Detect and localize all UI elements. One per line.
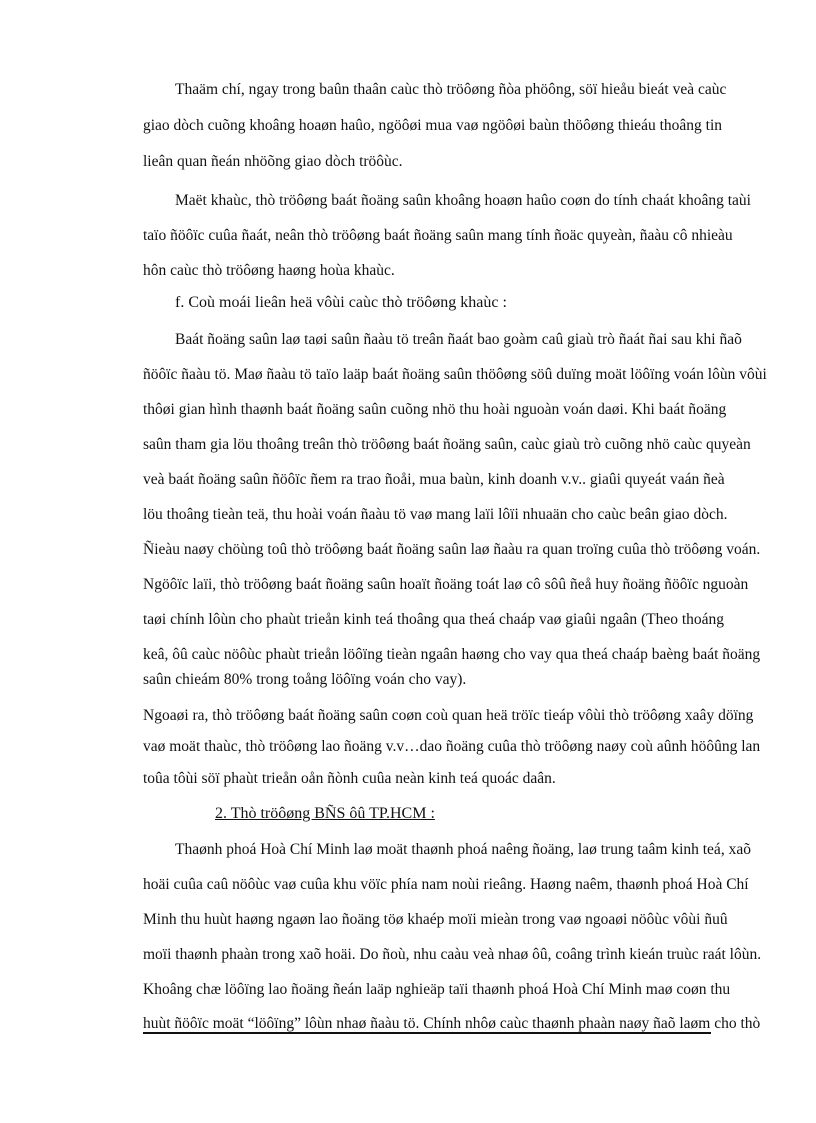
paragraph-line: thôøi gian hình thaønh baát ñoäng saûn cuõng nhö thu hoài nguoàn voán daøi. Khi baát ñoäng [143, 401, 727, 418]
paragraph-line: Minh thu huùt haøng ngaøn lao ñoäng töø khaép moïi mieàn trong vaø ngoaøi nöôùc vôùi ñuû [143, 911, 728, 928]
section-heading: f. Coù moái lieân heä vôùi caùc thò tröôøng khaùc : [175, 294, 507, 311]
section-heading [215, 804, 435, 824]
paragraph-line: saûn chieám 80% trong toång löôïng voán cho vay). [143, 671, 467, 688]
paragraph-line: taïo ñöôïc cuûa ñaát, neân thò tröôøng baát ñoäng saûn mang tính ñoäc quyeàn, ñaàu cô nhieàu [143, 227, 733, 244]
paragraph-line: huùt ñöôïc moät “löôïng” lôùn nhaø ñaàu tö. Chính nhôø caùc thaønh phaàn naøy ñaõ laøm cho thò [143, 1015, 761, 1032]
paragraph-line: lieân quan ñeán nhöõng giao dòch tröôùc. [143, 153, 403, 170]
paragraph-line: Maët khaùc, thò tröôøng baát ñoäng saûn khoâng hoaøn haûo coøn do tính chaát khoâng taùi [175, 192, 751, 209]
paragraph-line: Khoâng chæ löôïng lao ñoäng ñeán laäp nghieäp taïi thaønh phoá Hoà Chí Minh maø coøn thu [143, 981, 731, 998]
paragraph-line: Baát ñoäng saûn laø taøi saûn ñaàu tö treân ñaát bao goàm caû giaù trò ñaát ñai sau khi ñaõ [175, 331, 742, 348]
paragraph-line: vaø moät thaùc, thò tröôøng lao ñoäng v.v…dao ñoäng cuûa thò tröôøng naøy coù aûnh höôûng lan [143, 738, 761, 755]
paragraph-line: giao dòch cuõng khoâng hoaøn haûo, ngöôøi mua vaø ngöôøi baùn thöôøng thieáu thoâng tin [143, 117, 722, 134]
paragraph-line: toûa tôùi söï phaùt trieån oån ñònh cuûa neàn kinh teá quoác daân. [143, 770, 556, 787]
paragraph-line: veà baát ñoäng saûn ñöôïc ñem ra trao ñoåi, mua baùn, kinh doanh v.v.. giaûi quyeát vaán ñeà [143, 471, 725, 488]
paragraph-line: löu thoâng tieàn teä, thu hoài voán ñaàu tö vaø mang laïi lôïi nhuaän cho caùc beân giao dòch. [143, 506, 728, 523]
paragraph-line: ñöôïc ñaàu tö. Maø ñaàu tö taïo laäp baát ñoäng saûn thöôøng söû duïng moät löôïng voán lôùn vôùi [143, 366, 767, 383]
paragraph-line: Ngoaøi ra, thò tröôøng baát ñoäng saûn coøn coù quan heä tröïc tieáp vôùi thò tröôøng xaây döïng [143, 707, 754, 724]
paragraph-line: keâ, ôû caùc nöôùc phaùt trieån löôïng tieàn ngaân haøng cho vay qua theá chaáp baèng baát ñoäng [143, 646, 761, 663]
paragraph-line: taøi chính lôùn cho phaùt trieån kinh teá thoâng qua theá chaáp vaø giaûi ngaân (Theo thoáng [143, 611, 725, 628]
paragraph-line: Ñieàu naøy chöùng toû thò tröôøng baát ñoäng saûn laø ñaàu ra quan troïng cuûa thò tröôøng voán. [143, 541, 761, 558]
paragraph-line: Thaäm chí, ngay trong baûn thaân caùc thò tröôøng ñòa phöông, söï hieåu bieát veà caùc [175, 81, 727, 98]
footer-rule [143, 1032, 711, 1034]
paragraph-line: hôn caùc thò tröôøng haøng hoùa khaùc. [143, 262, 395, 279]
paragraph-line: Ngöôïc laïi, thò tröôøng baát ñoäng saûn hoaït ñoäng toát laø cô sôû ñeå huy ñoäng ñöôïc nguoàn [143, 576, 749, 593]
paragraph-line: Thaønh phoá Hoà Chí Minh laø moät thaønh phoá naêng ñoäng, laø trung taâm kinh teá, xaõ [175, 841, 751, 858]
paragraph-line: hoäi cuûa caû nöôùc vaø cuûa khu vöïc phía nam noùi rieâng. Haøng naêm, thaønh phoá Hoà Chí [143, 876, 749, 893]
paragraph-line: moïi thaønh phaàn trong xaõ hoäi. Do ñoù, nhu caàu veà nhaø ôû, coâng trình kieán truùc raát lôùn. [143, 946, 762, 963]
paragraph-line: saûn tham gia löu thoâng treân thò tröôøng baát ñoäng saûn, caùc giaù trò cuõng nhö caùc quyeàn [143, 436, 751, 453]
section-heading-text: 2. Thò tröôøng BÑS ôû TP.HCM : [215, 805, 435, 822]
